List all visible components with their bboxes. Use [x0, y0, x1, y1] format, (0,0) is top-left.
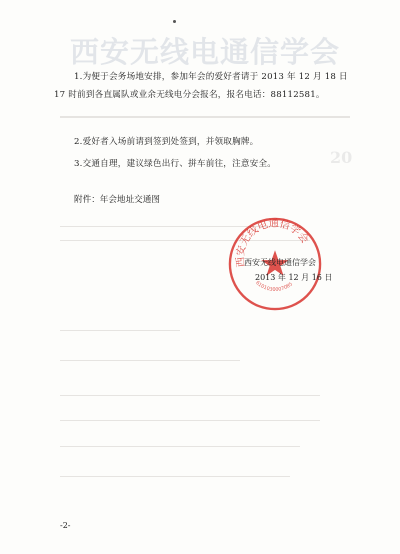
paragraph-transport: 3.交通自理，建议绿色出行、拼车前往，注意安全。	[74, 159, 277, 169]
bleed-through-line	[60, 116, 350, 118]
paragraph-check-in: 2.爱好者入场前请到签到处签到，并领取胸牌。	[74, 137, 259, 147]
signature-date: 2013 年 12 月 16 日	[255, 273, 333, 282]
bleed-through-line	[60, 420, 320, 421]
svg-text:6101030007085: 6101030007085	[254, 280, 295, 294]
bleed-through-line	[60, 330, 180, 331]
bleed-through-line	[60, 476, 290, 477]
bleed-through-line	[60, 395, 320, 396]
signature-organization: 西安无线电通信学会	[244, 258, 316, 267]
scan-dot	[173, 20, 176, 23]
page-number: -2-	[60, 521, 71, 530]
bleed-through-line	[60, 446, 300, 447]
svg-text:西安无线电通信学会: 西安无线电通信学会	[234, 217, 311, 268]
paragraph-registration: 1.为便于会务场地安排，参加年会的爱好者请于 2013 年 12 月 18 日 17 时前到各直属队或业余无线电分会报名，报名电话：88112581。	[54, 72, 348, 100]
bleed-through-year: 20	[330, 148, 353, 167]
attachment-note: 附件：年会地址交通图	[74, 195, 160, 205]
bleed-through-line	[60, 360, 240, 361]
bleed-through-title: 西安无线电通信学会	[70, 35, 341, 69]
